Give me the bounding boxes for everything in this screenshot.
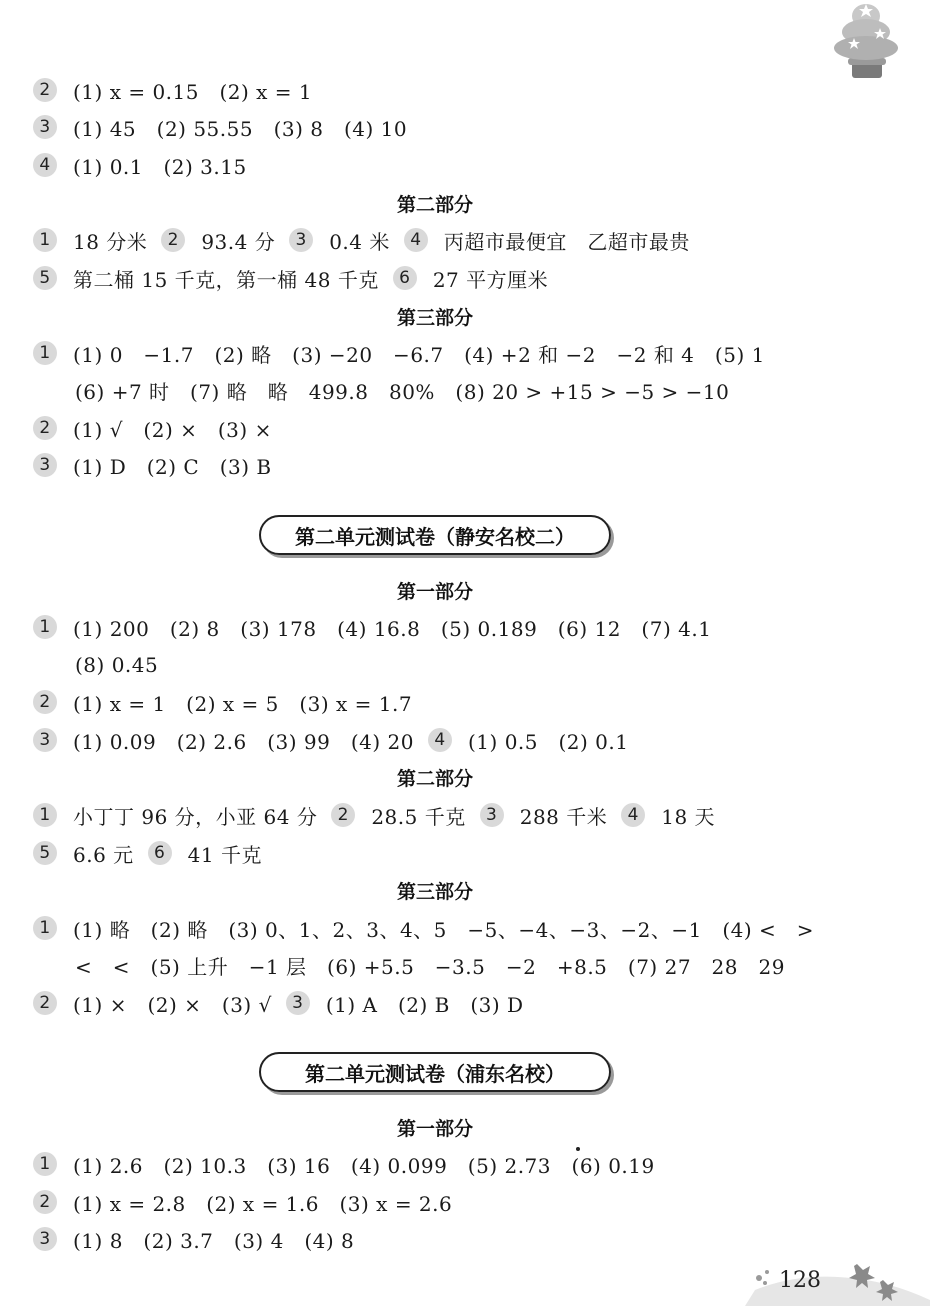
answer-text: 27 平方厘米 — [432, 267, 549, 292]
question-number-badge: 1 — [33, 615, 57, 639]
question-number-badge: 1 — [33, 228, 57, 252]
question-number-badge: 2 — [33, 1190, 57, 1214]
answer-segment — [75, 653, 158, 677]
question-number-badge: 3 — [289, 228, 313, 252]
question-number-badge: 3 — [33, 453, 57, 477]
answer-segment — [75, 376, 729, 405]
page-number: 128 — [779, 1268, 821, 1293]
answer-text: (1) 0 −1.7 (2) 略 (3) −20 −6.7 (4) +2 和 −2 −2 和 4 (5) 1 — [73, 342, 765, 367]
answer-text: < < (5) 上升 −1 层 (6) +5.5 −3.5 −2 +8.5 (7) 27 28 29 — [75, 954, 785, 979]
question-number-badge: 4 — [428, 728, 452, 752]
section-heading: 第三部分 — [396, 307, 473, 329]
answer-segment — [33, 839, 134, 868]
answer-text: 28.5 千克 — [371, 804, 466, 829]
answer-segment — [33, 914, 814, 943]
answer-segment — [33, 1150, 655, 1179]
answer-row — [33, 450, 286, 480]
answer-text: (1) 200 (2) 8 (3) 178 (4) 16.8 (5) 0.189 (6) 12 (7) 4.1 — [73, 616, 712, 641]
answer-row — [33, 413, 286, 443]
question-number-badge: 6 — [393, 266, 417, 290]
answer-text: 0.4 米 — [329, 229, 390, 254]
section-heading: 第一部分 — [396, 581, 473, 603]
answer-segment — [621, 801, 715, 830]
answer-text: 6.6 元 — [73, 842, 134, 867]
answer-segment — [33, 113, 407, 142]
answer-segment — [289, 226, 390, 255]
answer-text: (1) × (2) × (3) √ — [73, 992, 272, 1017]
tree-decoration-icon — [830, 0, 902, 82]
answer-segment — [33, 226, 147, 255]
question-number-badge: 1 — [33, 916, 57, 940]
answer-text: 288 千米 — [519, 804, 608, 829]
answer-segment — [33, 1225, 354, 1254]
answer-text: (1) D (2) C (3) B — [73, 454, 272, 479]
answer-segment — [33, 688, 412, 717]
answer-row — [33, 687, 426, 717]
answer-segment — [33, 801, 317, 830]
answer-text: (1) A (2) B (3) D — [325, 992, 524, 1017]
answer-text: (1) x = 1 (2) x = 5 (3) x = 1.7 — [73, 691, 413, 716]
answer-row — [33, 1187, 466, 1217]
answer-segment — [148, 839, 262, 868]
answer-segment — [393, 264, 548, 293]
question-number-badge: 2 — [33, 991, 57, 1015]
answer-segment — [33, 451, 272, 480]
section-heading: 第二部分 — [396, 768, 473, 790]
question-number-badge: 4 — [404, 228, 428, 252]
answer-row — [33, 988, 538, 1018]
answer-text: (6) +7 时 (7) 略 略 499.8 80% (8) 20 > +15 > −5 > −10 — [75, 379, 730, 404]
answer-text: (1) 略 (2) 略 (3) 0、1、2、3、4、5 −5、−4、−3、−2、−1 (4) < > — [73, 917, 815, 942]
answer-text: (1) 0.1 (2) 3.15 — [73, 154, 247, 179]
section-heading: 第一部分 — [396, 1118, 473, 1140]
answer-segment — [33, 151, 247, 180]
answer-row — [33, 838, 276, 868]
answer-text: 18 分米 — [73, 229, 148, 254]
answer-row — [33, 913, 828, 943]
answer-text: (1) 8 (2) 3.7 (3) 4 (4) 8 — [73, 1228, 355, 1253]
answer-segment — [428, 726, 629, 755]
answer-text: (1) 45 (2) 55.55 (3) 8 (4) 10 — [73, 116, 408, 141]
question-number-badge: 1 — [33, 1152, 57, 1176]
answer-text: (1) √ (2) × (3) × — [73, 417, 272, 442]
answer-segment — [480, 801, 608, 830]
question-number-badge: 2 — [161, 228, 185, 252]
answer-row — [33, 338, 779, 368]
answer-segment — [33, 989, 272, 1018]
question-number-badge: 2 — [33, 78, 57, 102]
answer-segment — [75, 951, 785, 980]
answer-row — [33, 263, 562, 293]
answer-text: 93.4 分 — [201, 229, 276, 254]
answer-text: 第二桶 15 千克，第一桶 48 千克 — [73, 267, 379, 292]
question-number-badge: 4 — [33, 153, 57, 177]
flower-decoration-icon — [745, 1250, 930, 1306]
answer-text: (1) 0.5 (2) 0.1 — [468, 729, 629, 754]
answer-row — [75, 950, 799, 980]
answer-text: (8) 0.45 — [75, 653, 159, 677]
answer-segment — [33, 264, 379, 293]
answer-segment — [33, 726, 414, 755]
section-heading: 第二部分 — [396, 194, 473, 216]
question-number-badge: 5 — [33, 266, 57, 290]
answer-text: (1) 2.6 (2) 10.3 (3) 16 (4) 0.099 (5) 2.73 (6) 0.19 — [73, 1153, 655, 1178]
answer-row — [33, 75, 326, 105]
repeating-decimal-dot — [576, 1147, 580, 1151]
answer-row — [33, 112, 421, 142]
answer-row — [75, 650, 172, 680]
question-number-badge: 3 — [33, 115, 57, 139]
answer-row — [33, 1149, 669, 1179]
answer-text: (1) 0.09 (2) 2.6 (3) 99 (4) 20 — [73, 729, 414, 754]
question-number-badge: 5 — [33, 841, 57, 865]
question-number-badge: 2 — [33, 416, 57, 440]
answer-segment — [161, 226, 275, 255]
unit-test-title: 第二单元测试卷（浦东名校） — [259, 1052, 611, 1092]
answer-row — [33, 225, 704, 255]
question-number-badge: 3 — [480, 803, 504, 827]
answer-row — [33, 150, 261, 180]
answer-row — [33, 725, 643, 755]
unit-test-title: 第二单元测试卷（静安名校二） — [259, 515, 611, 555]
answer-text: 小丁丁 96 分，小亚 64 分 — [73, 804, 318, 829]
answer-segment — [286, 989, 524, 1018]
answer-text: (1) x = 0.15 (2) x = 1 — [73, 79, 313, 104]
question-number-badge: 2 — [331, 803, 355, 827]
answer-text: (1) x = 2.8 (2) x = 1.6 (3) x = 2.6 — [73, 1191, 453, 1216]
question-number-badge: 4 — [621, 803, 645, 827]
answer-row — [75, 375, 743, 405]
question-number-badge: 2 — [33, 690, 57, 714]
answer-text: 18 天 — [661, 804, 716, 829]
section-heading: 第三部分 — [396, 881, 473, 903]
answer-row — [33, 800, 729, 830]
question-number-badge: 1 — [33, 341, 57, 365]
answer-segment — [33, 76, 312, 105]
answer-text: 41 千克 — [187, 842, 262, 867]
answer-row — [33, 612, 725, 642]
answer-segment — [404, 226, 690, 255]
answer-row — [33, 1224, 368, 1254]
answer-segment — [33, 1188, 452, 1217]
answer-segment — [33, 414, 272, 443]
question-number-badge: 3 — [33, 728, 57, 752]
question-number-badge: 1 — [33, 803, 57, 827]
answer-segment — [331, 801, 465, 830]
question-number-badge: 3 — [286, 991, 310, 1015]
question-number-badge: 3 — [33, 1227, 57, 1251]
answer-segment — [33, 613, 711, 642]
answer-text: 丙超市最便宜 乙超市最贵 — [443, 229, 690, 254]
question-number-badge: 6 — [148, 841, 172, 865]
answer-segment — [33, 339, 765, 368]
